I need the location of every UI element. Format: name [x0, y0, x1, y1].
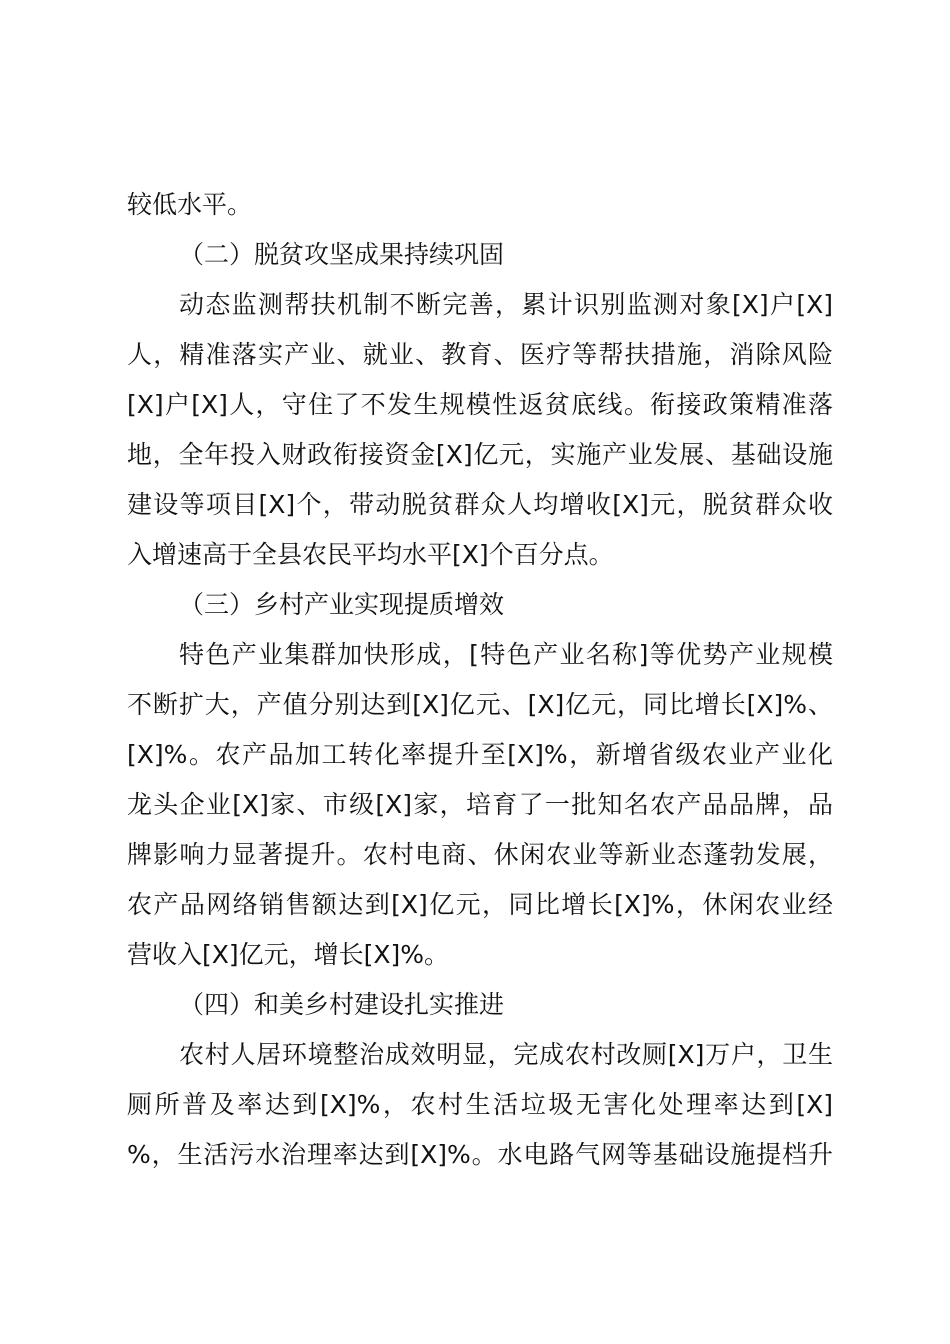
section-heading-3: （三）乡村产业实现提质增效: [179, 590, 505, 619]
section-heading-4: （四）和美乡村建设扎实推进: [179, 990, 505, 1019]
paragraph-line: 特色产业集群加快形成，[特色产业名称]等优势产业规模: [179, 640, 833, 669]
paragraph-line: %，生活污水治理率达到[X]%。水电路气网等基础设施提档升: [127, 1140, 833, 1169]
paragraph-line: 动态监测帮扶机制不断完善，累计识别监测对象[X]户[X]: [179, 290, 833, 319]
paragraph-line: 人，精准落实产业、就业、教育、医疗等帮扶措施，消除风险: [127, 340, 833, 369]
paragraph-line: 牌影响力显著提升。农村电商、休闲农业等新业态蓬勃发展，: [127, 840, 833, 869]
paragraph-line: 建设等项目[X]个，带动脱贫群众人均增收[X]元，脱贫群众收: [127, 490, 833, 519]
paragraph-end-line: 较低水平。: [127, 190, 253, 219]
section-heading-2: （二）脱贫攻坚成果持续巩固: [179, 240, 505, 269]
paragraph-line: 地，全年投入财政衔接资金[X]亿元，实施产业发展、基础设施: [127, 440, 833, 469]
paragraph-line: 入增速高于全县农民平均水平[X]个百分点。: [127, 540, 614, 569]
paragraph-line: 农产品网络销售额达到[X]亿元，同比增长[X]%，休闲农业经: [127, 890, 833, 919]
paragraph-line: [X]%。农产品加工转化率提升至[X]%，新增省级农业产业化: [127, 740, 833, 769]
paragraph-line: 不断扩大，产值分别达到[X]亿元、[X]亿元，同比增长[X]%、: [127, 690, 833, 719]
paragraph-line: [X]户[X]人，守住了不发生规模性返贫底线。衔接政策精准落: [127, 390, 833, 419]
paragraph-line: 农村人居环境整治成效明显，完成农村改厕[X]万户，卫生: [179, 1040, 833, 1069]
paragraph-line: 厕所普及率达到[X]%，农村生活垃圾无害化处理率达到[X]: [127, 1090, 833, 1119]
paragraph-line: 龙头企业[X]家、市级[X]家，培育了一批知名农产品品牌，品: [127, 790, 833, 819]
paragraph-line: 营收入[X]亿元，增长[X]%。: [127, 940, 450, 969]
